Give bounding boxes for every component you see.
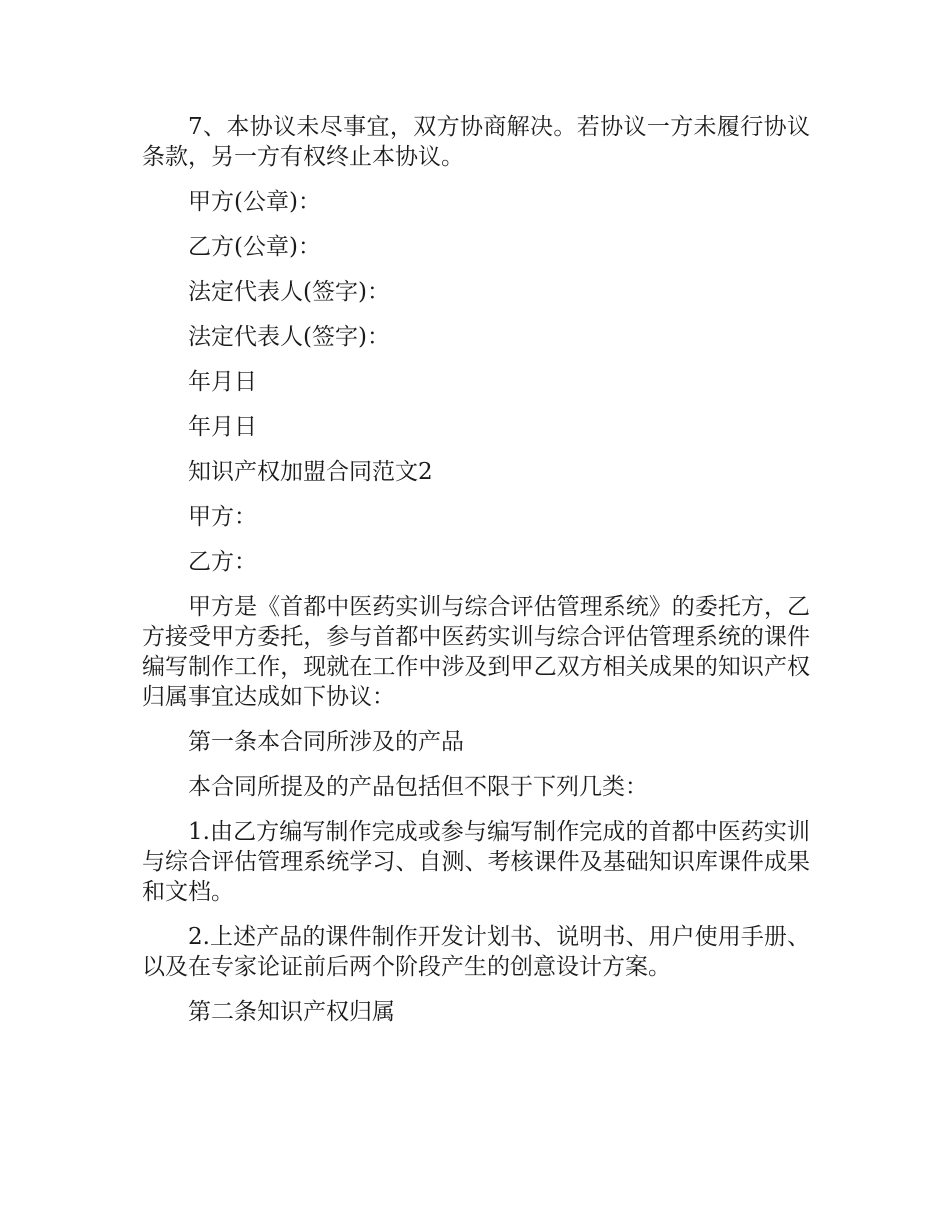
date-line-b: 年月日 (188, 414, 257, 440)
article-2-heading: 第二条知识产权归属 (188, 999, 395, 1025)
section-title: 知识产权加盟合同范文2 (188, 459, 433, 485)
legal-representative-signature-line-b: 法定代表人(签字)： (188, 324, 390, 350)
document-body (142, 112, 810, 1042)
article-1-intro: 本合同所提及的产品包括但不限于下列几类： (188, 774, 648, 800)
date-line-a: 年月日 (188, 369, 257, 395)
clause-7-paragraph: 7、本协议未尽事宜，双方协商解决。若协议一方未履行协议条款，另一方有权终止本协议。 (142, 114, 810, 170)
preamble-paragraph: 甲方是《首都中医药实训与综合评估管理系统》的委托方，乙方接受甲方委托，参与首都中医药实训与综合评估管理系统的课件编写制作工作，现就在工作中涉及到甲乙双方相关成果的知识产权归属事宜达成如下协议： (142, 594, 810, 710)
article-1-item-1: 1.由乙方编写制作完成或参与编写制作完成的首都中医药实训与综合评估管理系统学习、自测、考核课件及基础知识库课件成果和文档。 (142, 819, 810, 905)
party-a-line: 甲方： (188, 504, 257, 530)
article-1-item-2: 2.上述产品的课件制作开发计划书、说明书、用户使用手册、以及在专家论证前后两个阶段产生的创意设计方案。 (142, 924, 810, 980)
party-b-seal-line: 乙方(公章)： (188, 234, 321, 260)
legal-representative-signature-line-a: 法定代表人(签字)： (188, 279, 390, 305)
party-a-seal-line: 甲方(公章)： (188, 189, 321, 215)
party-b-line: 乙方： (188, 549, 257, 575)
article-1-heading: 第一条本合同所涉及的产品 (188, 729, 464, 755)
